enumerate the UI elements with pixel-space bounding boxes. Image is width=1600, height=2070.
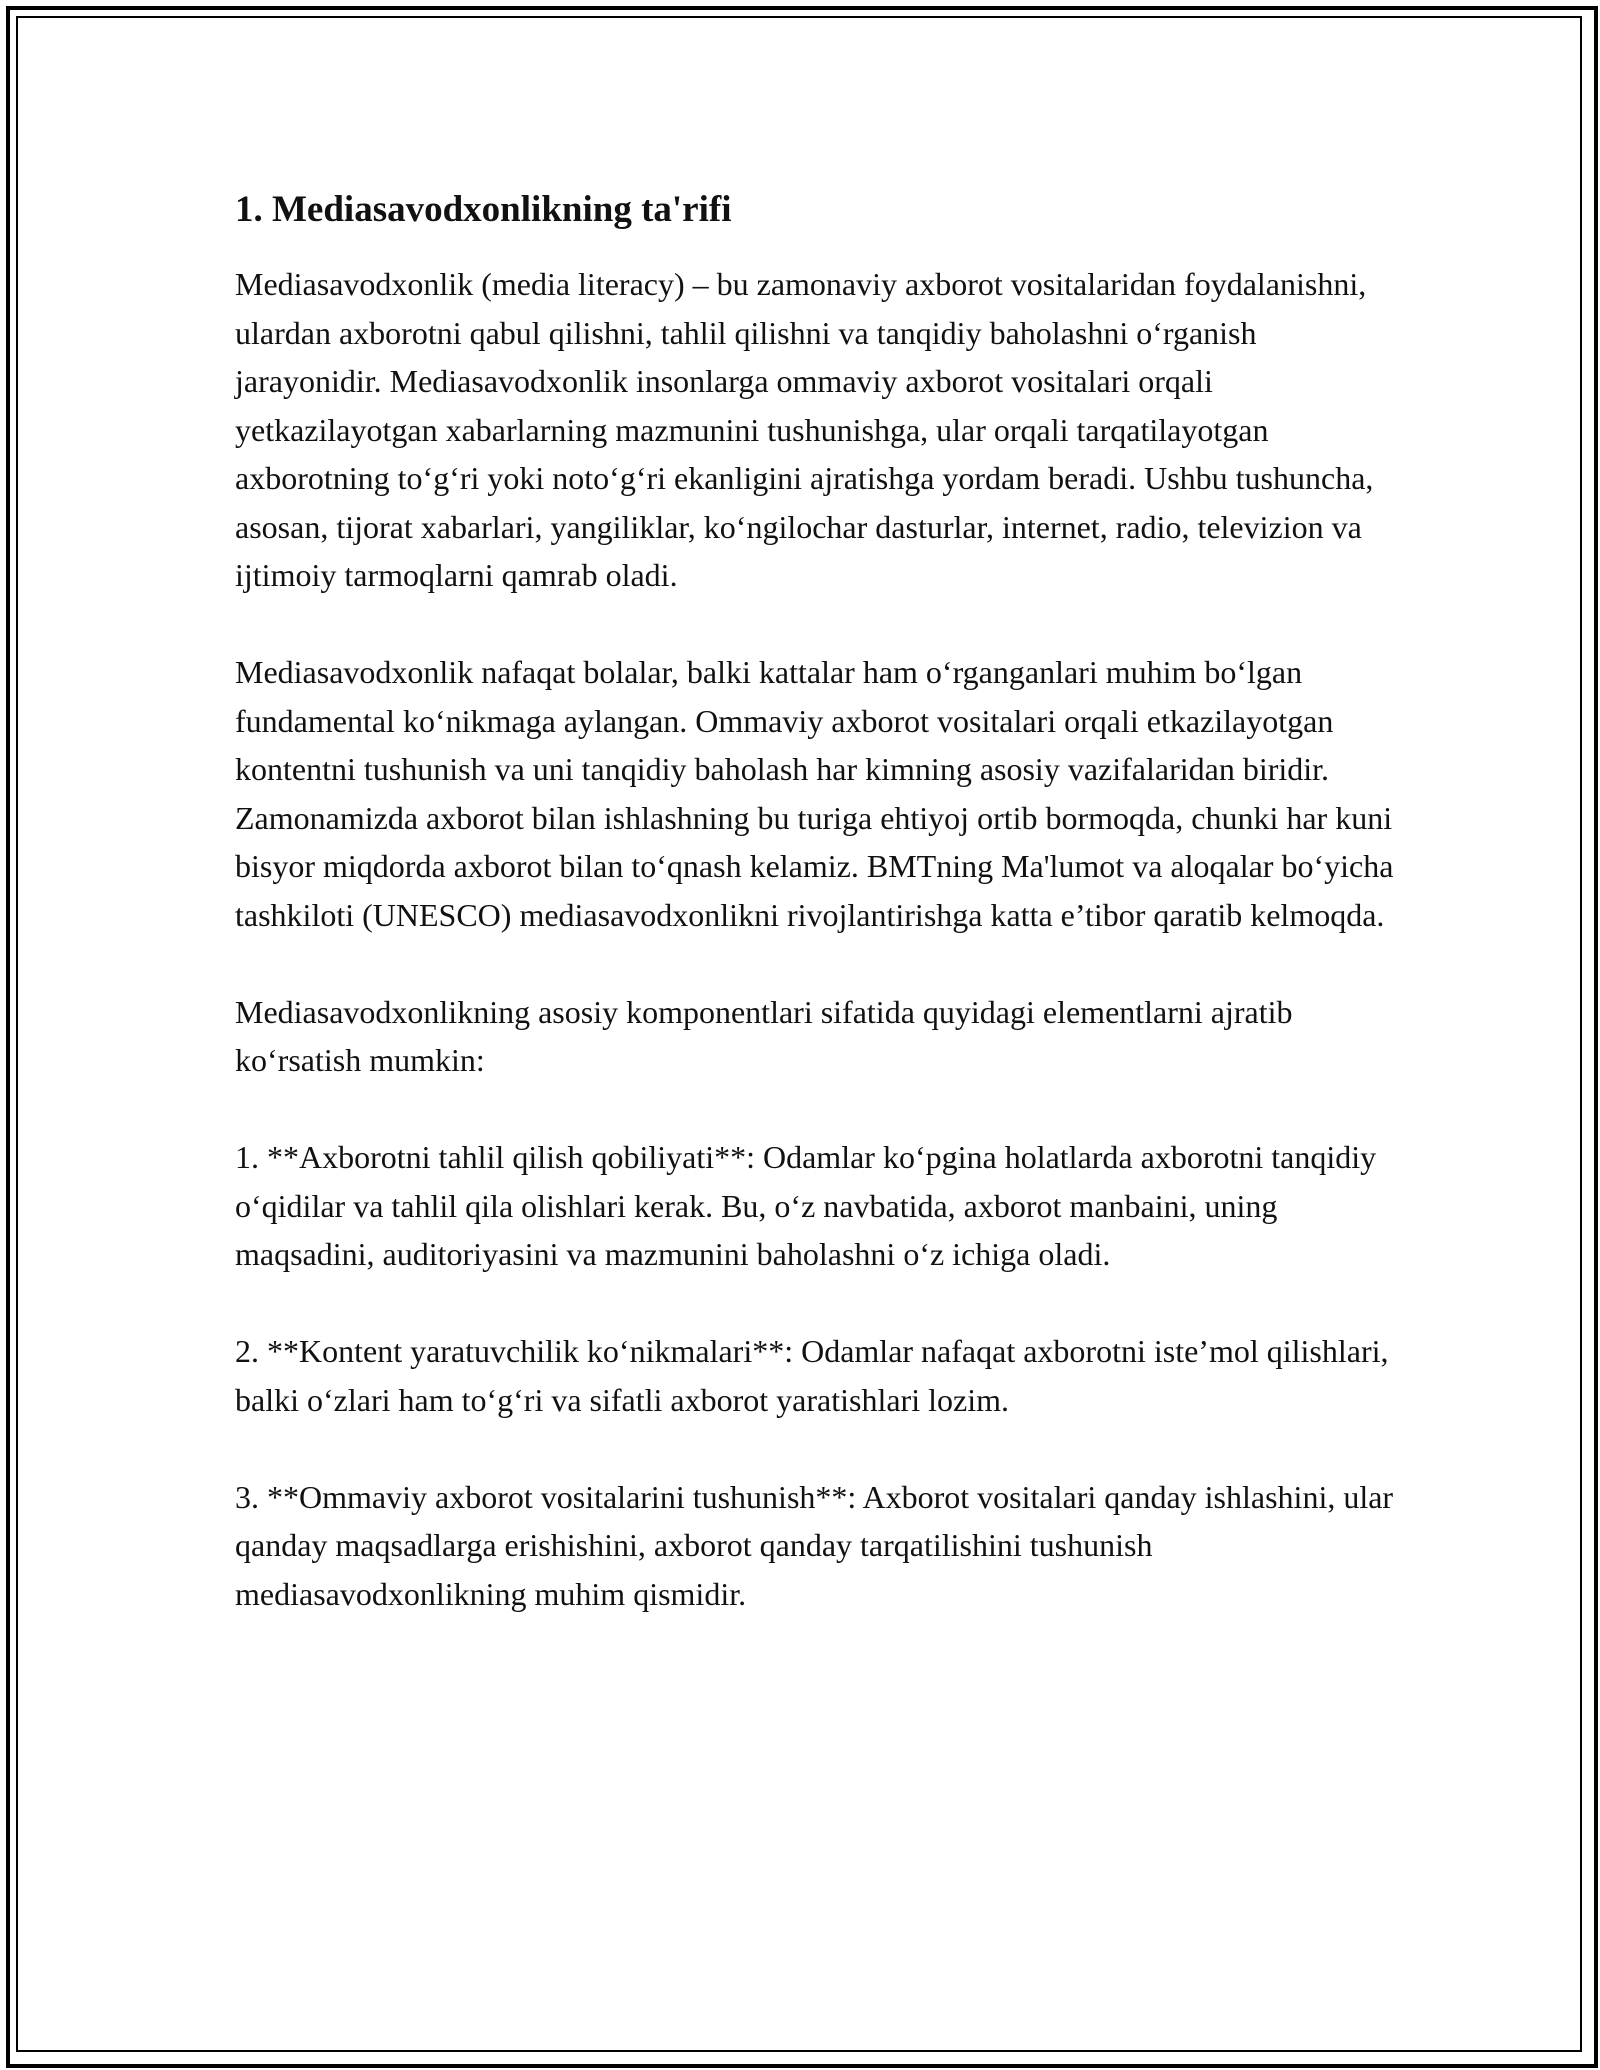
list-item-media-understanding: 3. **Ommaviy axborot vositalarini tushunish**: Axborot vositalari qanday ishlashini, ular qanday maqsadlarga erishishini, axborot qanday tarqatilishini tushunish mediasavodxonlikning muhim qismidir. bbox=[235, 1478, 1394, 1612]
paragraph-importance: Mediasavodxonlik nafaqat bolalar, balki kattalar ham oʻrganganlari muhim boʻlgan fundamental koʻnikmaga aylangan. Ommaviy axborot vositalari orqali etkazilayotgan kontentni tushunish va uni tanqidiy baholash har kimning asosiy vazifalaridan biridir. Zamonamizda axborot bilan ishlashning bu turiga ehtiyoj ortib bormoqda, chunki har kuni bisyor miqdorda axborot bilan toʻqnash kelamiz. BMTning Ma'lumot va aloqalar boʻyicha tashkiloti (UNESCO) mediasavodxonlikni rivojlantirishga katta e’tibor qaratib kelmoqda. bbox=[235, 654, 1394, 933]
list-item-content-creation: 2. **Kontent yaratuvchilik koʻnikmalari**: Odamlar nafaqat axborotni iste’mol qilishlari, balki oʻzlari ham toʻgʻri va sifatli axborot yaratishlari lozim. bbox=[235, 1333, 1389, 1418]
document-body bbox=[235, 186, 1395, 1667]
section-heading: 1. Mediasavodxonlikning ta'rifi bbox=[235, 189, 732, 230]
paragraph-components-intro: Mediasavodxonlikning asosiy komponentlari sifatida quyidagi elementlarni ajratib koʻrsatish mumkin: bbox=[235, 993, 1293, 1078]
paragraph-definition: Mediasavodxonlik (media literacy) – bu zamonaviy axborot vositalaridan foydalanishni, ulardan axborotni qabul qilishni, tahlil qilishni va tanqidiy baholashni oʻrganish jarayonidir. Mediasavodxonlik insonlarga ommaviy axborot vositalari orqali yetkazilayotgan xabarlarning mazmunini tushunishga, ular orqali tarqatilayotgan axborotning toʻgʻri yoki notoʻgʻri ekanligini ajratishga yordam beradi. Ushbu tushuncha, asosan, tijorat xabarlari, yangiliklar, koʻngilochar dasturlar, internet, radio, televizion va ijtimoiy tarmoqlarni qamrab oladi. bbox=[235, 266, 1374, 593]
list-item-analysis: 1. **Axborotni tahlil qilish qobiliyati**: Odamlar koʻpgina holatlarda axborotni tanqidiy oʻqidilar va tahlil qila olishlari kerak. Bu, oʻz navbatida, axborot manbaini, uning maqsadini, auditoriyasini va mazmunini baholashni oʻz ichiga oladi. bbox=[235, 1139, 1377, 1272]
